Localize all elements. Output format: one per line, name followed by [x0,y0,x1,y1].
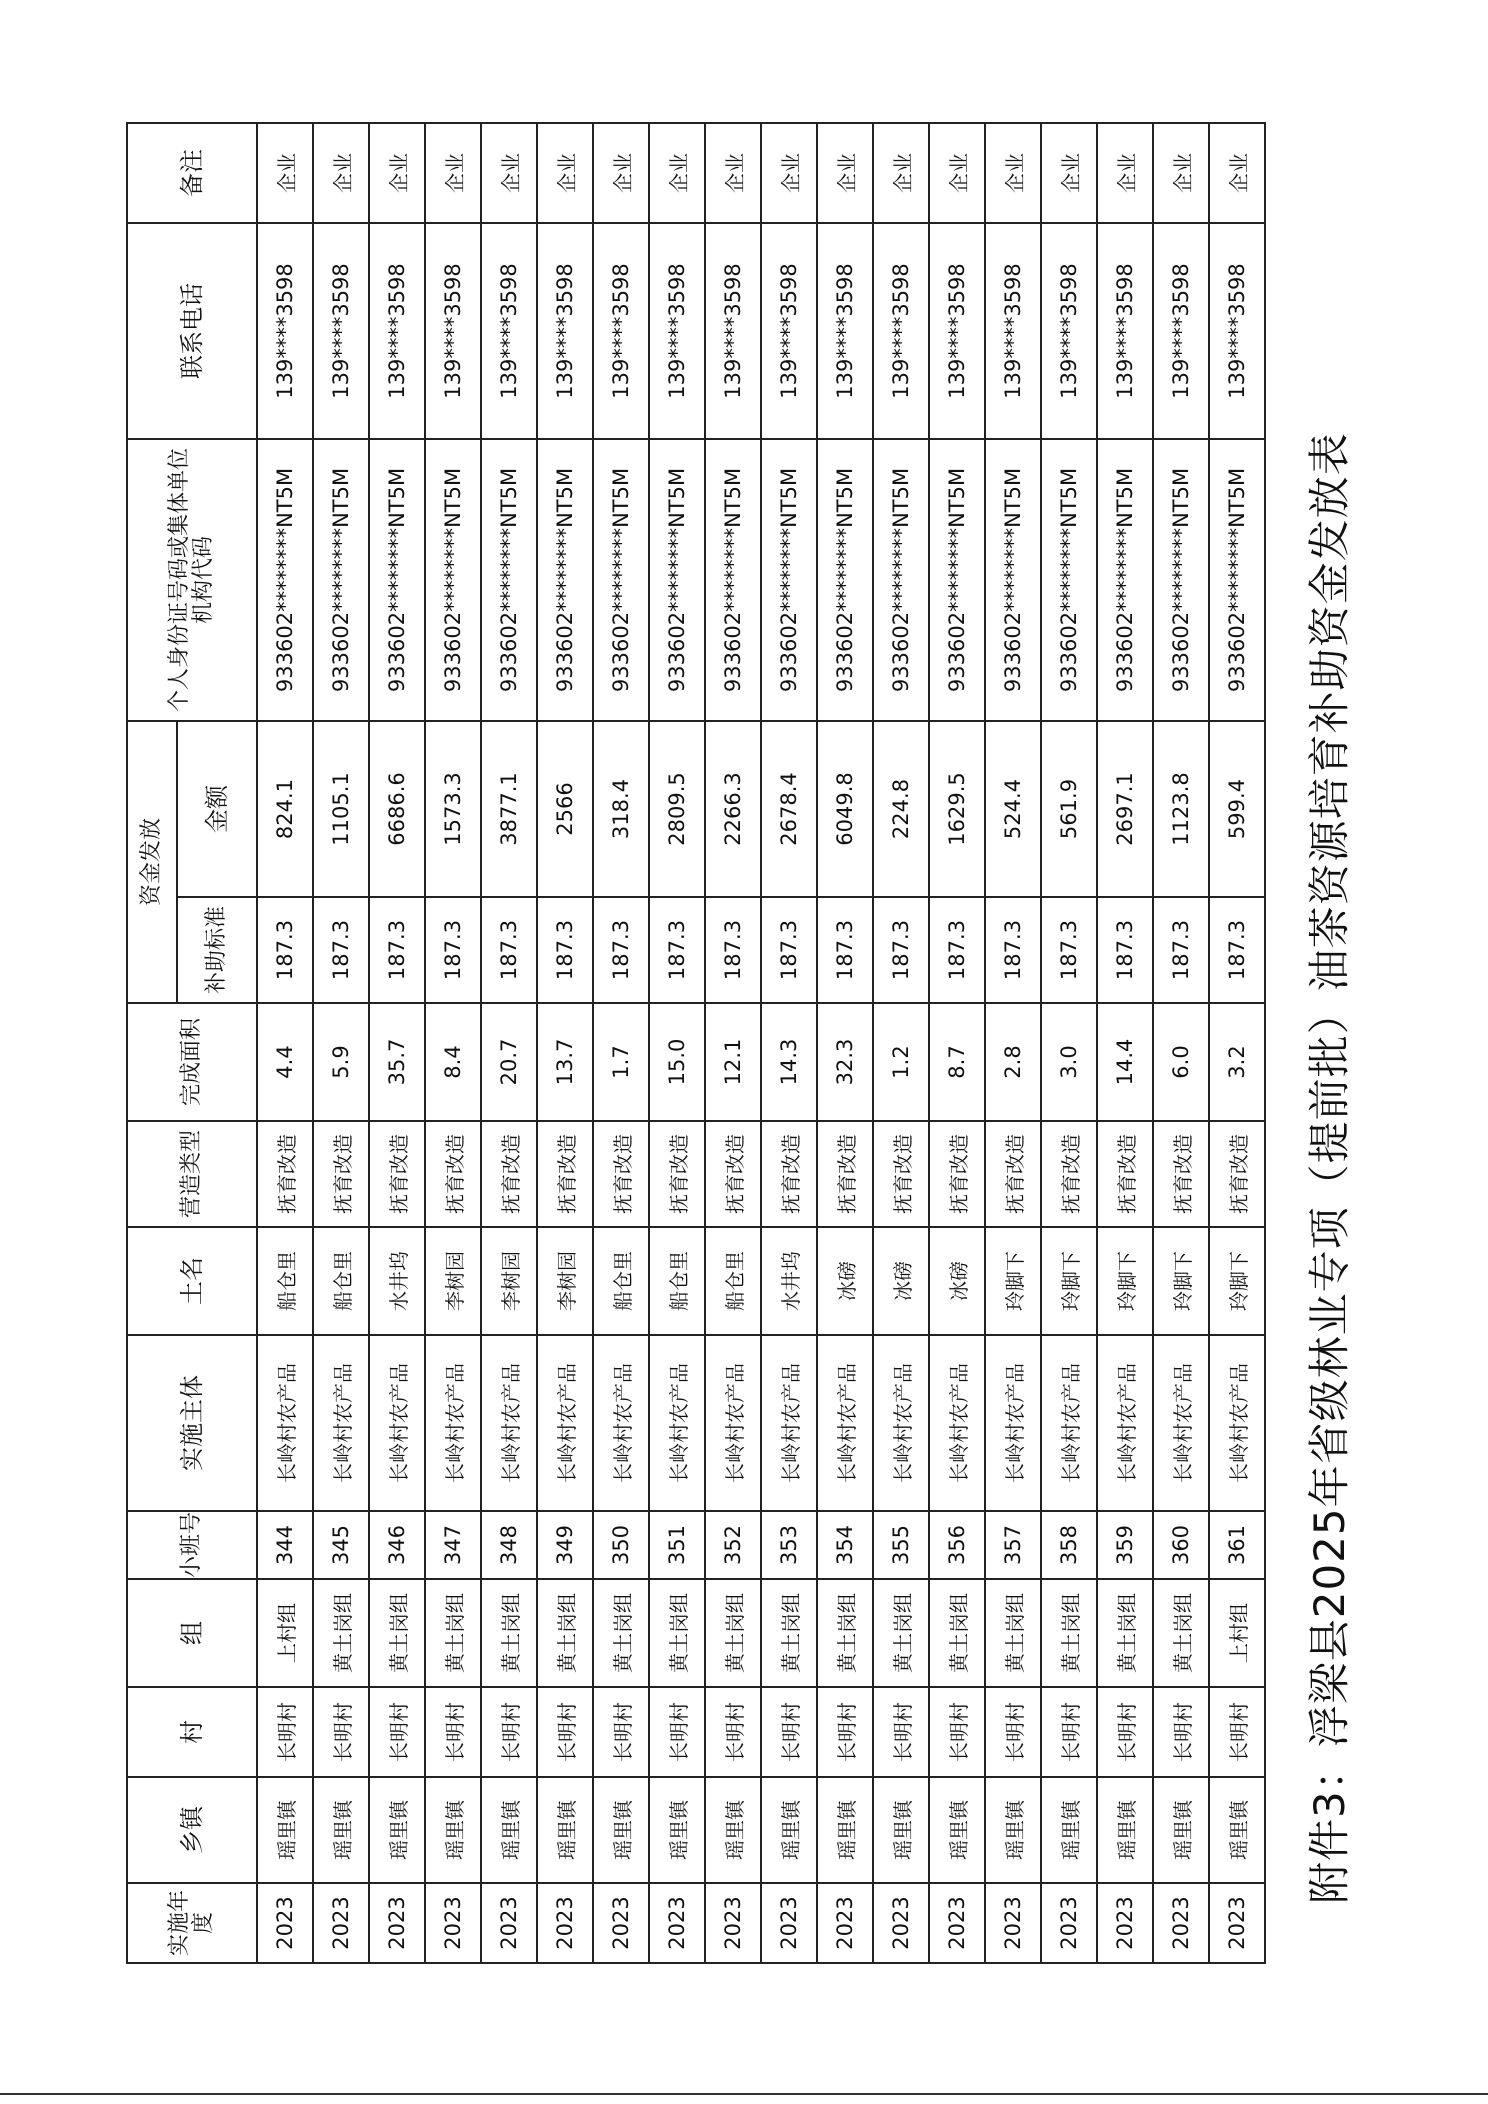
cell-village: 长明村 [705,1687,761,1777]
cell-group: 黄土岗组 [985,1579,1041,1687]
cell-place: 李树园 [425,1227,481,1335]
cell-plot: 350 [593,1511,649,1579]
cell-area: 1.2 [873,1003,929,1121]
cell-entity: 长岭村农产品 [929,1335,985,1511]
cell-area: 35.7 [369,1003,425,1121]
table-row [1209,123,1265,1963]
header-phone: 联系电话 [127,223,257,439]
cell-place: 水井坞 [761,1227,817,1335]
cell-village: 长明村 [1153,1687,1209,1777]
cell-town: 瑶里镇 [817,1777,873,1883]
cell-place: 玲脚下 [1209,1227,1265,1335]
header-standard: 补助标准 [177,897,257,1003]
cell-entity: 长岭村农产品 [481,1335,537,1511]
cell-phone: 139****3598 [705,223,761,439]
cell-year: 2023 [761,1883,817,1963]
cell-plot: 348 [481,1511,537,1579]
cell-village: 长明村 [929,1687,985,1777]
cell-id: 933602********NT5M [817,439,873,721]
cell-id: 933602********NT5M [985,439,1041,721]
cell-area: 3.0 [1041,1003,1097,1121]
cell-remark: 企业 [1153,123,1209,223]
cell-group: 黄土岗组 [425,1579,481,1687]
cell-type: 抚育改造 [873,1121,929,1227]
cell-entity: 长岭村农产品 [313,1335,369,1511]
cell-amount: 1105.1 [313,721,369,897]
cell-area: 8.7 [929,1003,985,1121]
cell-id: 933602********NT5M [537,439,593,721]
cell-plot: 359 [1097,1511,1153,1579]
cell-plot: 349 [537,1511,593,1579]
cell-standard: 187.3 [481,897,537,1003]
cell-remark: 企业 [761,123,817,223]
cell-town: 瑶里镇 [593,1777,649,1883]
cell-standard: 187.3 [649,897,705,1003]
cell-area: 15.0 [649,1003,705,1121]
cell-place: 船仓里 [649,1227,705,1335]
cell-entity: 长岭村农产品 [369,1335,425,1511]
cell-place: 冰磅 [817,1227,873,1335]
cell-area: 12.1 [705,1003,761,1121]
cell-remark: 企业 [481,123,537,223]
cell-town: 瑶里镇 [761,1777,817,1883]
cell-plot: 355 [873,1511,929,1579]
table-row [985,123,1041,1963]
cell-standard: 187.3 [705,897,761,1003]
cell-area: 5.9 [313,1003,369,1121]
cell-year: 2023 [1209,1883,1265,1963]
cell-remark: 企业 [649,123,705,223]
cell-standard: 187.3 [1153,897,1209,1003]
header-town: 乡镇 [127,1777,257,1883]
cell-year: 2023 [425,1883,481,1963]
cell-group: 黄土岗组 [369,1579,425,1687]
cell-place: 冰磅 [873,1227,929,1335]
cell-plot: 358 [1041,1511,1097,1579]
cell-remark: 企业 [369,123,425,223]
cell-amount: 1629.5 [929,721,985,897]
cell-year: 2023 [537,1883,593,1963]
cell-group: 上村组 [257,1579,313,1687]
cell-town: 瑶里镇 [929,1777,985,1883]
cell-phone: 139****3598 [369,223,425,439]
header-remark: 备注 [127,123,257,223]
cell-remark: 企业 [537,123,593,223]
cell-phone: 139****3598 [1209,223,1265,439]
table-row [257,123,313,1963]
cell-plot: 357 [985,1511,1041,1579]
cell-id: 933602********NT5M [1153,439,1209,721]
cell-year: 2023 [649,1883,705,1963]
cell-entity: 长岭村农产品 [425,1335,481,1511]
cell-year: 2023 [1153,1883,1209,1963]
cell-place: 玲脚下 [1041,1227,1097,1335]
cell-plot: 353 [761,1511,817,1579]
page-bottom-rule [0,2093,1488,2095]
cell-amount: 3877.1 [481,721,537,897]
cell-entity: 长岭村农产品 [537,1335,593,1511]
cell-phone: 139****3598 [985,223,1041,439]
cell-type: 抚育改造 [1041,1121,1097,1227]
cell-phone: 139****3598 [313,223,369,439]
cell-entity: 长岭村农产品 [761,1335,817,1511]
cell-year: 2023 [1041,1883,1097,1963]
cell-area: 8.4 [425,1003,481,1121]
table-row [705,123,761,1963]
cell-place: 玲脚下 [985,1227,1041,1335]
header-plot: 小班号 [127,1511,257,1579]
cell-type: 抚育改造 [369,1121,425,1227]
cell-amount: 524.4 [985,721,1041,897]
cell-standard: 187.3 [1209,897,1265,1003]
cell-area: 14.4 [1097,1003,1153,1121]
cell-amount: 561.9 [1041,721,1097,897]
cell-phone: 139****3598 [873,223,929,439]
cell-area: 32.3 [817,1003,873,1121]
cell-area: 2.8 [985,1003,1041,1121]
cell-remark: 企业 [705,123,761,223]
cell-type: 抚育改造 [537,1121,593,1227]
document-title: 附件3：浮梁县2025年省级林业专项（提前批）油茶资源培育补助资金发放表 [1305,432,1354,1904]
cell-town: 瑶里镇 [537,1777,593,1883]
cell-group: 黄土岗组 [481,1579,537,1687]
cell-remark: 企业 [817,123,873,223]
cell-year: 2023 [593,1883,649,1963]
cell-place: 船仓里 [257,1227,313,1335]
cell-phone: 139****3598 [1097,223,1153,439]
cell-group: 上村组 [1209,1579,1265,1687]
cell-group: 黄土岗组 [537,1579,593,1687]
cell-place: 水井坞 [369,1227,425,1335]
cell-plot: 347 [425,1511,481,1579]
header-id: 个人身份证号码或集体单位机构代码 [127,439,257,721]
cell-standard: 187.3 [1041,897,1097,1003]
cell-village: 长明村 [257,1687,313,1777]
table-row [761,123,817,1963]
cell-area: 13.7 [537,1003,593,1121]
cell-place: 玲脚下 [1097,1227,1153,1335]
cell-standard: 187.3 [593,897,649,1003]
table-header [127,123,257,1963]
cell-town: 瑶里镇 [1097,1777,1153,1883]
cell-place: 冰磅 [929,1227,985,1335]
cell-plot: 351 [649,1511,705,1579]
cell-standard: 187.3 [985,897,1041,1003]
cell-place: 船仓里 [313,1227,369,1335]
cell-type: 抚育改造 [481,1121,537,1227]
cell-town: 瑶里镇 [1041,1777,1097,1883]
cell-plot: 346 [369,1511,425,1579]
cell-area: 6.0 [1153,1003,1209,1121]
header-group: 组 [127,1579,257,1687]
table-row [1097,123,1153,1963]
cell-amount: 824.1 [257,721,313,897]
cell-village: 长明村 [985,1687,1041,1777]
cell-remark: 企业 [257,123,313,223]
cell-village: 长明村 [593,1687,649,1777]
table-row [425,123,481,1963]
cell-amount: 1573.3 [425,721,481,897]
cell-village: 长明村 [873,1687,929,1777]
cell-plot: 360 [1153,1511,1209,1579]
cell-plot: 345 [313,1511,369,1579]
cell-phone: 139****3598 [257,223,313,439]
cell-standard: 187.3 [1097,897,1153,1003]
cell-plot: 344 [257,1511,313,1579]
header-area: 完成面积 [127,1003,257,1121]
cell-type: 抚育改造 [257,1121,313,1227]
cell-type: 抚育改造 [705,1121,761,1227]
cell-type: 抚育改造 [929,1121,985,1227]
cell-entity: 长岭村农产品 [1153,1335,1209,1511]
cell-town: 瑶里镇 [873,1777,929,1883]
table-body [257,123,1265,1963]
cell-id: 933602********NT5M [481,439,537,721]
cell-village: 长明村 [481,1687,537,1777]
cell-village: 长明村 [761,1687,817,1777]
cell-id: 933602********NT5M [1209,439,1265,721]
cell-amount: 6049.8 [817,721,873,897]
table-row [649,123,705,1963]
table-row [929,123,985,1963]
cell-group: 黄土岗组 [705,1579,761,1687]
cell-type: 抚育改造 [985,1121,1041,1227]
cell-area: 1.7 [593,1003,649,1121]
cell-remark: 企业 [313,123,369,223]
cell-entity: 长岭村农产品 [1041,1335,1097,1511]
cell-group: 黄土岗组 [1097,1579,1153,1687]
cell-phone: 139****3598 [425,223,481,439]
table-row [593,123,649,1963]
cell-village: 长明村 [1209,1687,1265,1777]
table-row [369,123,425,1963]
header-amount: 金额 [177,721,257,897]
cell-place: 玲脚下 [1153,1227,1209,1335]
cell-phone: 139****3598 [1041,223,1097,439]
cell-village: 长明村 [1041,1687,1097,1777]
cell-phone: 139****3598 [649,223,705,439]
cell-id: 933602********NT5M [873,439,929,721]
cell-group: 黄土岗组 [1153,1579,1209,1687]
cell-amount: 2566 [537,721,593,897]
cell-village: 长明村 [817,1687,873,1777]
cell-village: 长明村 [1097,1687,1153,1777]
cell-area: 3.2 [1209,1003,1265,1121]
cell-entity: 长岭村农产品 [873,1335,929,1511]
cell-year: 2023 [313,1883,369,1963]
cell-id: 933602********NT5M [369,439,425,721]
cell-id: 933602********NT5M [929,439,985,721]
cell-phone: 139****3598 [817,223,873,439]
cell-phone: 139****3598 [593,223,649,439]
cell-group: 黄土岗组 [313,1579,369,1687]
cell-amount: 2697.1 [1097,721,1153,897]
cell-town: 瑶里镇 [985,1777,1041,1883]
cell-year: 2023 [705,1883,761,1963]
cell-standard: 187.3 [257,897,313,1003]
cell-entity: 长岭村农产品 [1209,1335,1265,1511]
cell-year: 2023 [817,1883,873,1963]
cell-entity: 长岭村农产品 [705,1335,761,1511]
cell-place: 李树园 [537,1227,593,1335]
cell-id: 933602********NT5M [649,439,705,721]
cell-standard: 187.3 [313,897,369,1003]
cell-phone: 139****3598 [1153,223,1209,439]
cell-id: 933602********NT5M [313,439,369,721]
cell-place: 李树园 [481,1227,537,1335]
cell-entity: 长岭村农产品 [817,1335,873,1511]
header-place: 土名 [127,1227,257,1335]
cell-group: 黄土岗组 [817,1579,873,1687]
cell-entity: 长岭村农产品 [649,1335,705,1511]
cell-id: 933602********NT5M [761,439,817,721]
cell-type: 抚育改造 [649,1121,705,1227]
cell-amount: 2809.5 [649,721,705,897]
cell-group: 黄土岗组 [649,1579,705,1687]
cell-amount: 2266.3 [705,721,761,897]
cell-amount: 318.4 [593,721,649,897]
cell-town: 瑶里镇 [705,1777,761,1883]
table-row [313,123,369,1963]
cell-place: 船仓里 [593,1227,649,1335]
table-row [1153,123,1209,1963]
cell-area: 4.4 [257,1003,313,1121]
cell-entity: 长岭村农产品 [1097,1335,1153,1511]
cell-town: 瑶里镇 [257,1777,313,1883]
cell-plot: 354 [817,1511,873,1579]
cell-year: 2023 [481,1883,537,1963]
cell-village: 长明村 [369,1687,425,1777]
cell-town: 瑶里镇 [425,1777,481,1883]
cell-year: 2023 [873,1883,929,1963]
cell-remark: 企业 [1097,123,1153,223]
cell-entity: 长岭村农产品 [257,1335,313,1511]
table-row [817,123,873,1963]
cell-standard: 187.3 [425,897,481,1003]
cell-group: 黄土岗组 [761,1579,817,1687]
cell-phone: 139****3598 [929,223,985,439]
cell-area: 14.3 [761,1003,817,1121]
cell-amount: 224.8 [873,721,929,897]
cell-year: 2023 [929,1883,985,1963]
header-type: 营造类型 [127,1121,257,1227]
cell-type: 抚育改造 [817,1121,873,1227]
cell-group: 黄土岗组 [929,1579,985,1687]
cell-type: 抚育改造 [313,1121,369,1227]
subsidy-table [126,122,1266,1964]
cell-type: 抚育改造 [1209,1121,1265,1227]
cell-standard: 187.3 [369,897,425,1003]
cell-town: 瑶里镇 [369,1777,425,1883]
header-entity: 实施主体 [127,1335,257,1511]
cell-plot: 352 [705,1511,761,1579]
cell-remark: 企业 [929,123,985,223]
cell-amount: 6686.6 [369,721,425,897]
table-row [537,123,593,1963]
cell-group: 黄土岗组 [873,1579,929,1687]
cell-group: 黄土岗组 [593,1579,649,1687]
cell-village: 长明村 [649,1687,705,1777]
cell-id: 933602********NT5M [593,439,649,721]
cell-standard: 187.3 [873,897,929,1003]
cell-village: 长明村 [313,1687,369,1777]
cell-year: 2023 [257,1883,313,1963]
cell-remark: 企业 [873,123,929,223]
cell-amount: 599.4 [1209,721,1265,897]
cell-year: 2023 [985,1883,1041,1963]
cell-type: 抚育改造 [761,1121,817,1227]
cell-village: 长明村 [537,1687,593,1777]
cell-remark: 企业 [593,123,649,223]
cell-type: 抚育改造 [425,1121,481,1227]
cell-standard: 187.3 [761,897,817,1003]
cell-id: 933602********NT5M [1097,439,1153,721]
cell-remark: 企业 [985,123,1041,223]
cell-id: 933602********NT5M [705,439,761,721]
cell-type: 抚育改造 [1097,1121,1153,1227]
cell-remark: 企业 [1041,123,1097,223]
header-fund-group: 资金发放 [127,721,177,1003]
header-year: 实施年度 [127,1883,257,1963]
cell-plot: 356 [929,1511,985,1579]
cell-standard: 187.3 [929,897,985,1003]
table-row [873,123,929,1963]
cell-entity: 长岭村农产品 [985,1335,1041,1511]
header-village: 村 [127,1687,257,1777]
cell-standard: 187.3 [537,897,593,1003]
cell-area: 20.7 [481,1003,537,1121]
cell-remark: 企业 [425,123,481,223]
cell-town: 瑶里镇 [313,1777,369,1883]
cell-town: 瑶里镇 [1153,1777,1209,1883]
table-row [481,123,537,1963]
cell-id: 933602********NT5M [1041,439,1097,721]
table-row [1041,123,1097,1963]
cell-id: 933602********NT5M [257,439,313,721]
cell-group: 黄土岗组 [1041,1579,1097,1687]
cell-year: 2023 [1097,1883,1153,1963]
cell-phone: 139****3598 [481,223,537,439]
cell-town: 瑶里镇 [1209,1777,1265,1883]
cell-remark: 企业 [1209,123,1265,223]
cell-year: 2023 [369,1883,425,1963]
cell-id: 933602********NT5M [425,439,481,721]
cell-standard: 187.3 [817,897,873,1003]
cell-type: 抚育改造 [1153,1121,1209,1227]
cell-town: 瑶里镇 [481,1777,537,1883]
cell-amount: 1123.8 [1153,721,1209,897]
cell-phone: 139****3598 [537,223,593,439]
cell-amount: 2678.4 [761,721,817,897]
cell-village: 长明村 [425,1687,481,1777]
cell-town: 瑶里镇 [649,1777,705,1883]
cell-type: 抚育改造 [593,1121,649,1227]
cell-place: 船仓里 [705,1227,761,1335]
cell-entity: 长岭村农产品 [593,1335,649,1511]
cell-plot: 361 [1209,1511,1265,1579]
cell-phone: 139****3598 [761,223,817,439]
